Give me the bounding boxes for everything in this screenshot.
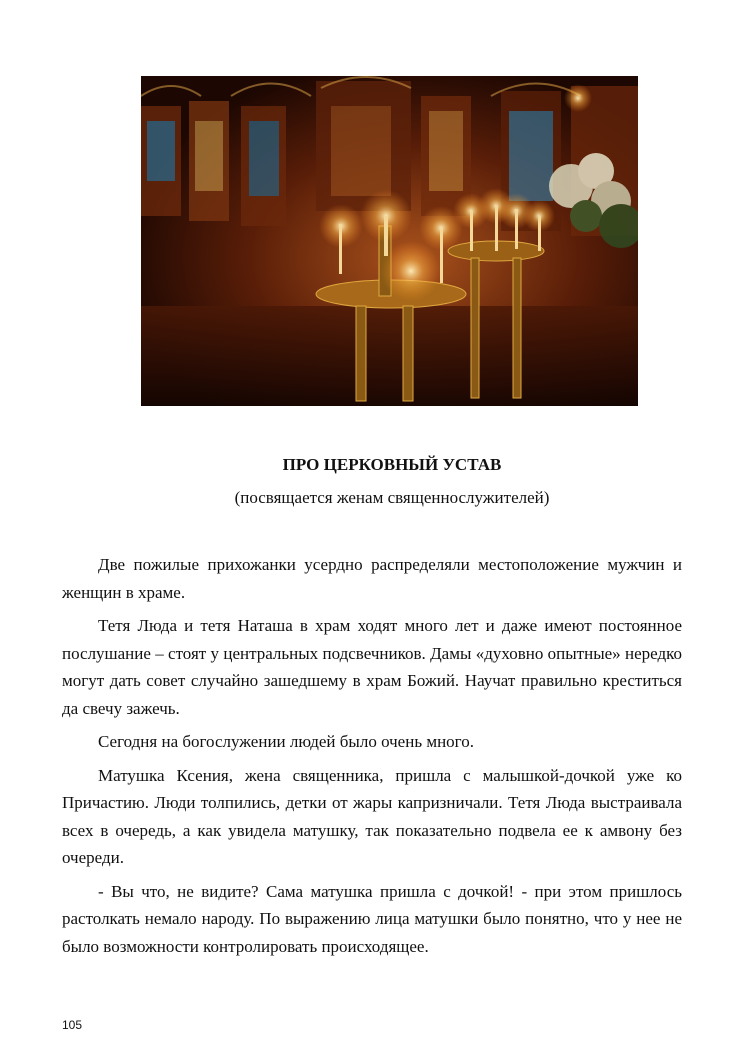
chapter-dedication: (посвящается женам священнослужителей): [234, 488, 550, 507]
paragraph: Матушка Ксения, жена священника, пришла с малышкой-дочкой уже ко Причастию. Люди толпились, детки от жары капризничали. Тетя Люда выстраивала всех в очередь, а как увидела матушку, так показательно подвела ее к амвону без очереди.: [62, 765, 682, 867]
church-interior-photo: [141, 76, 638, 406]
paragraph: - Вы что, не видите? Сама матушка пришла с дочкой! - при этом пришлось растолкать немало народу. По выражению лица матушки было понятно, что у нее не было возможности контролировать происходящее.: [62, 881, 682, 956]
paragraph: Сегодня на богослужении людей было очень много.: [98, 732, 474, 751]
story-text: [62, 551, 682, 966]
chapter-title: ПРО ЦЕРКОВНЫЙ УСТАВ: [282, 455, 502, 474]
page-number: 105: [62, 1018, 83, 1032]
paragraph: Тетя Люда и тетя Наташа в храм ходят много лет и даже имеют постоянное послушание – стоят у центральных подсвечников. Дамы «духовно опытные» нередко могут дать совет случайно зашедшему в храм Божий. Научат правильно креститься да свечу зажечь.: [62, 616, 682, 718]
paragraph: Две пожилые прихожанки усердно распределяли местоположение мужчин и женщин в храме.: [62, 555, 682, 602]
